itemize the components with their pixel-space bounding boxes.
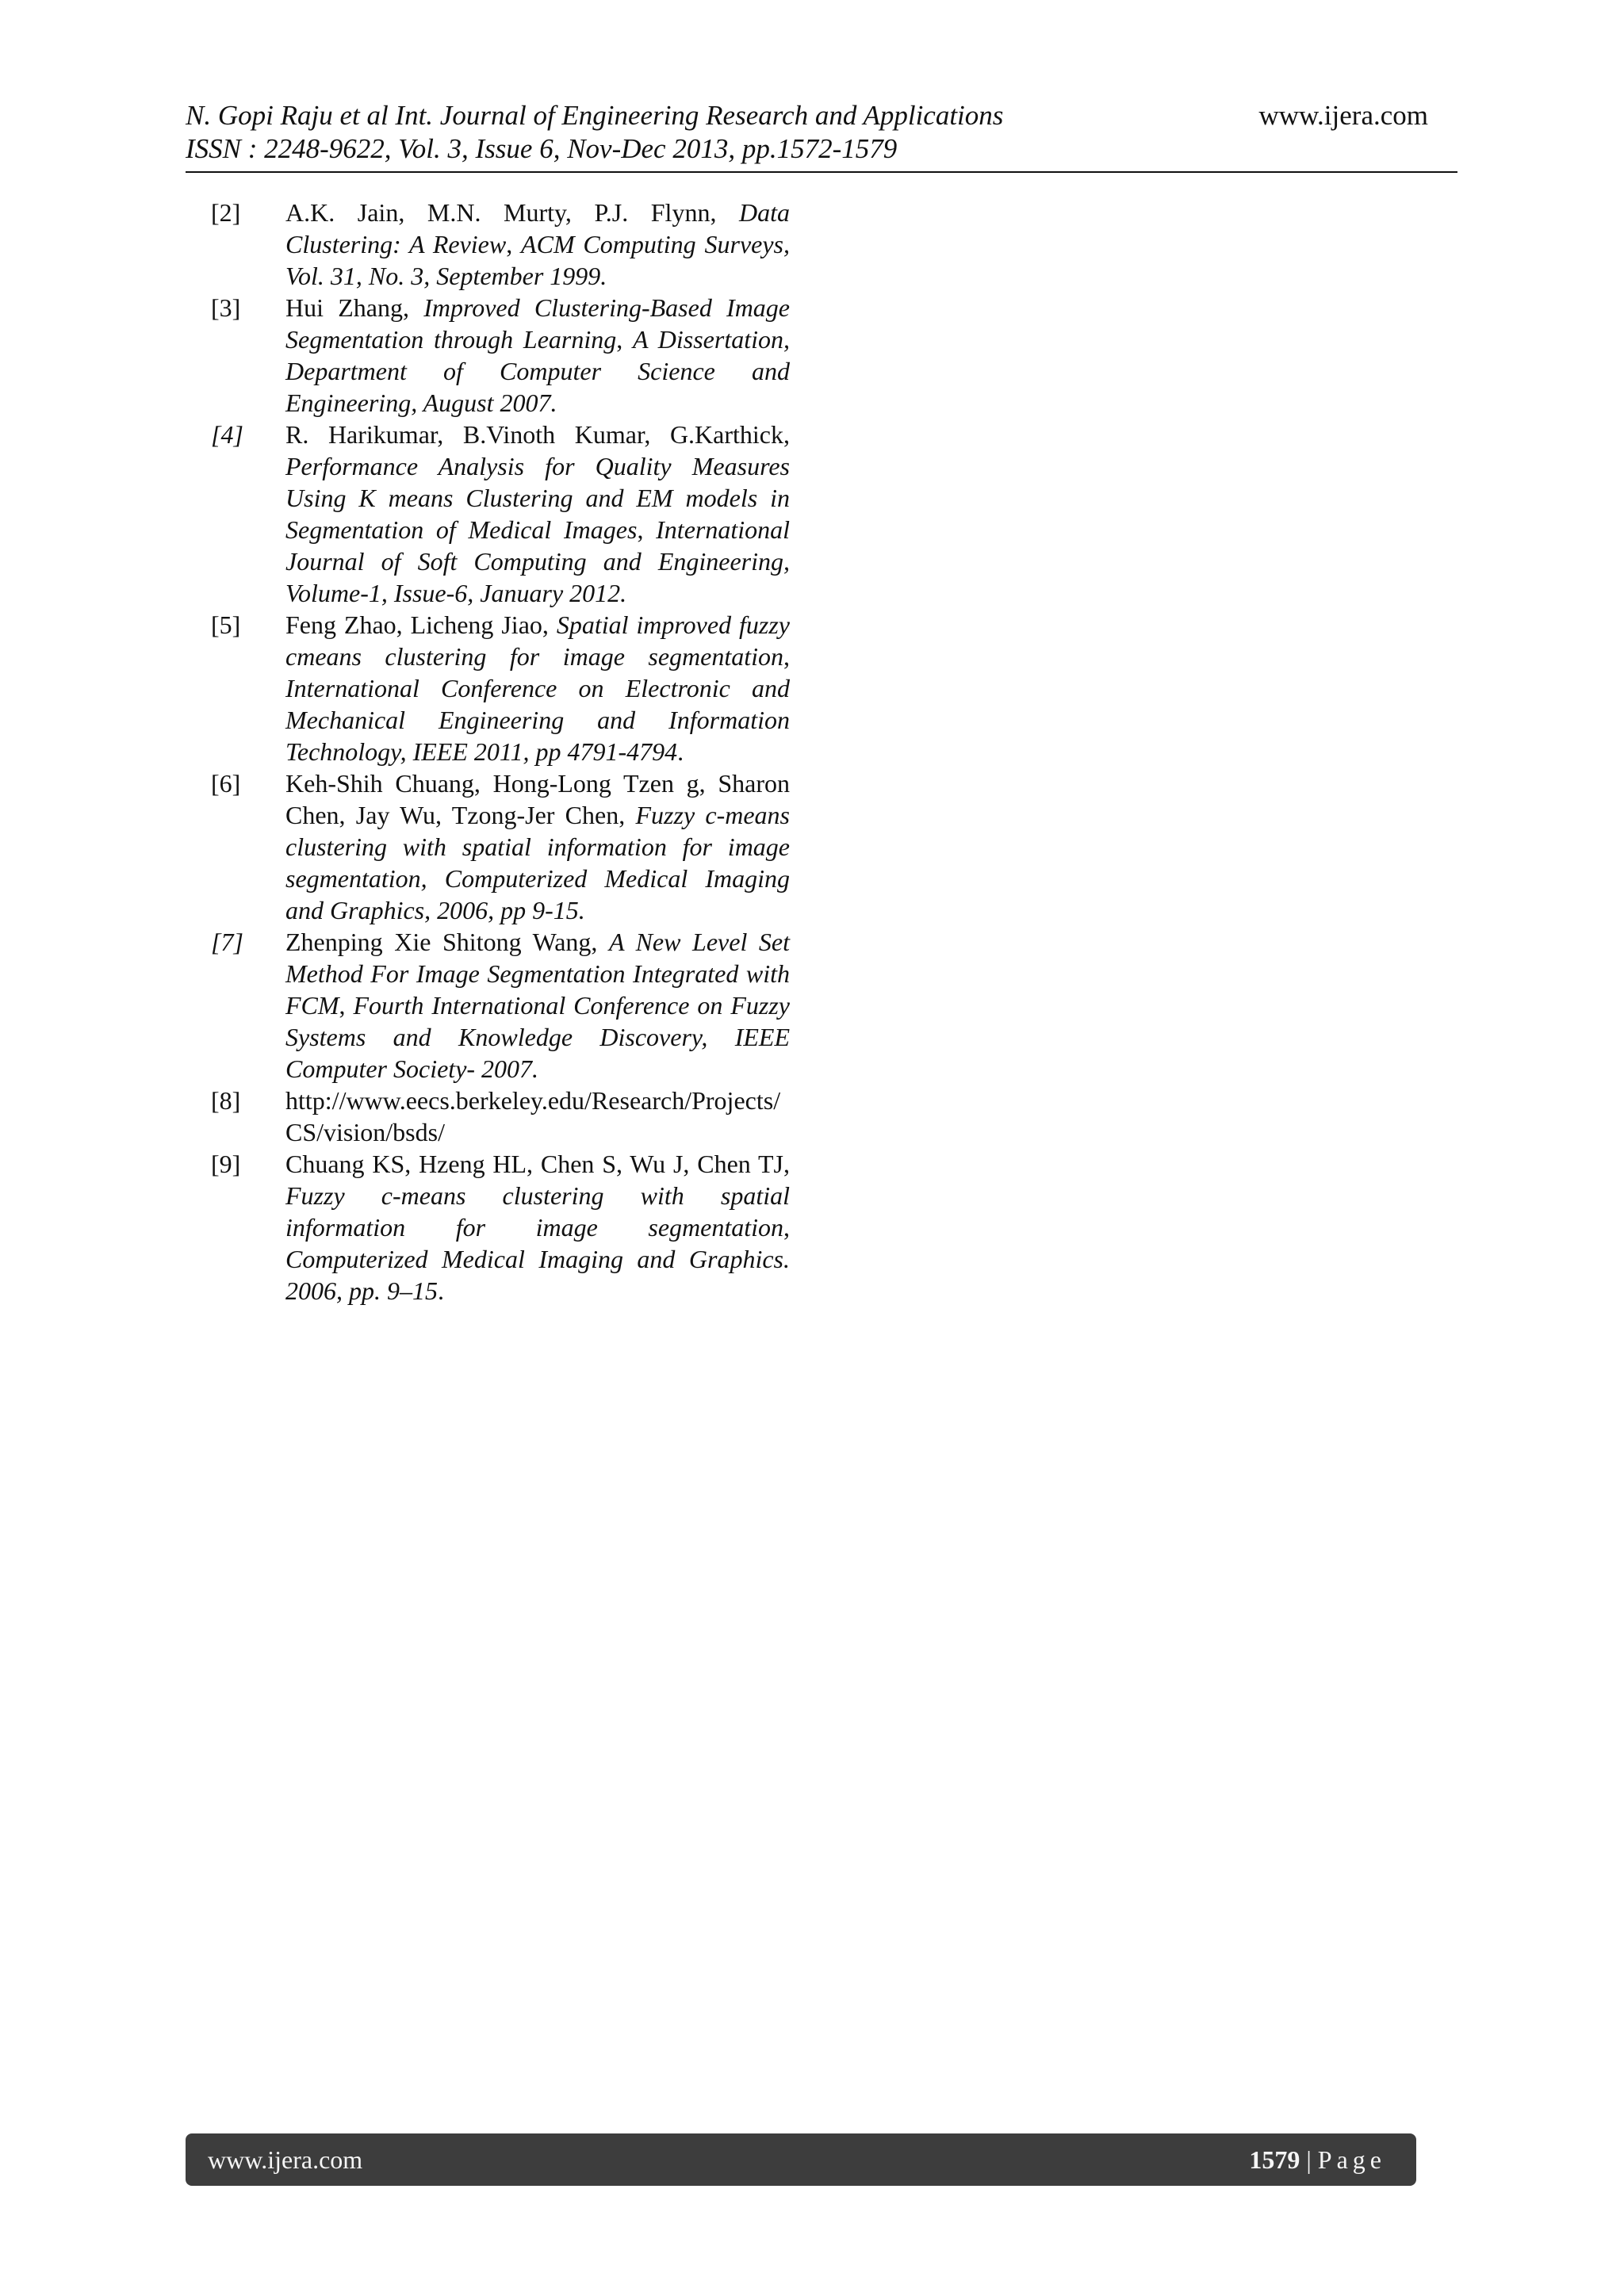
reference-segment: Fourth International Conference on Fuzzy Systems and Knowledge Discovery, IEEE Computer Society- 2007. <box>285 991 791 1083</box>
reference-segment: , <box>339 991 354 1020</box>
reference-text <box>285 293 790 417</box>
reference-segment: Fuzzy c-means clustering with spatial information for image segmentation, Computerized Medical Imaging and Graphics, 2006, pp 9-15. <box>285 801 791 924</box>
reference-segment: Keh-Shih Chuang, Hong-Long Tzen g, Sharon Chen, Jay Wu, Tzong-Jer Chen, <box>285 769 790 829</box>
reference-segment: . <box>438 1276 444 1305</box>
reference-segment: Chuang KS, Hzeng HL, Chen S, Wu J, Chen TJ, <box>285 1150 790 1178</box>
reference-text <box>285 610 790 766</box>
reference-segment: Data Clustering: A Review <box>285 198 790 258</box>
reference-segment: A New Level Set Method For Image Segmentation Integrated with FCM <box>285 928 791 1020</box>
reference-segment: Zhenping Xie Shitong Wang, <box>285 928 610 956</box>
reference-item <box>211 609 790 767</box>
page-label: Page <box>1317 2145 1386 2174</box>
reference-number: [4] <box>211 420 243 449</box>
issn-line: ISSN : 2248-9622, Vol. 3, Issue 6, Nov-Dec 2013, pp.1572-1579 <box>186 133 898 164</box>
reference-segment: , <box>506 230 522 258</box>
reference-segment: Spatial improved fuzzy cmeans clustering for image segmentation <box>285 610 791 671</box>
reference-text <box>285 1086 780 1146</box>
reference-number: [3] <box>211 293 241 322</box>
reference-segment: Computerized Medical Imaging and Graphics. 2006, pp. 9–15 <box>285 1245 790 1305</box>
reference-text <box>285 420 790 607</box>
reference-text <box>285 1150 790 1305</box>
reference-item <box>211 767 790 926</box>
reference-text <box>285 198 790 290</box>
reference-segment: R. Harikumar, B.Vinoth Kumar, G.Karthick, <box>285 420 790 449</box>
reference-segment: ACM Computing Surveys, Vol. 31, No. 3, September 1999. <box>285 230 790 290</box>
reference-number: [2] <box>211 198 241 227</box>
reference-segment: International Journal of Soft Computing and Engineering, Volume-1, Issue-6, January 2012. <box>285 515 791 607</box>
reference-url[interactable]: http://www.eecs.berkeley.edu/Research/Projects/CS/vision/bsds/ <box>285 1086 781 1146</box>
reference-item <box>211 1085 790 1148</box>
page-separator: | <box>1300 2145 1318 2174</box>
footer-page-indicator <box>1249 2145 1386 2175</box>
reference-segment: . <box>677 737 684 766</box>
page-footer <box>186 2133 1416 2186</box>
reference-item <box>211 1148 790 1307</box>
reference-segment: International Conference on Electronic and Mechanical Engineering and Information Technology, IEEE 2011, pp 4791-4794 <box>285 674 790 766</box>
reference-number: [8] <box>211 1086 241 1115</box>
reference-segment: , <box>616 325 634 354</box>
reference-segment: Fuzzy c-means clustering with spatial information for image segmentation <box>285 1181 790 1242</box>
reference-segment: Feng Zhao, Licheng Jiao, <box>285 610 557 639</box>
reference-segment: , <box>783 642 790 671</box>
reference-number: [6] <box>211 769 241 798</box>
reference-item <box>211 926 790 1085</box>
reference-segment: , <box>783 1213 790 1242</box>
footer-website: www.ijera.com <box>208 2145 363 2174</box>
reference-segment: Hui Zhang, <box>285 293 424 322</box>
reference-number: [9] <box>211 1150 241 1178</box>
reference-list <box>211 197 790 1307</box>
reference-segment: A Dissertation, Department of Computer Science and Engineering, August 2007. <box>285 325 791 417</box>
reference-item <box>211 419 790 609</box>
reference-number: [5] <box>211 610 241 639</box>
page-number: 1579 <box>1249 2145 1300 2174</box>
reference-segment: , <box>637 515 657 544</box>
reference-text <box>285 769 790 924</box>
reference-number: [7] <box>211 928 243 956</box>
header-website: www.ijera.com <box>1258 100 1428 131</box>
reference-segment: Performance Analysis for Quality Measures Using K means Clustering and EM models in Segmentation of Medical Images <box>285 452 790 544</box>
journal-citation: N. Gopi Raju et al Int. Journal of Engineering Research and Applications <box>186 100 1004 131</box>
running-header <box>186 98 1457 173</box>
reference-text <box>285 928 790 1083</box>
reference-item <box>211 292 790 419</box>
reference-item <box>211 197 790 292</box>
reference-segment: A.K. Jain, M.N. Murty, P.J. Flynn, <box>285 198 739 227</box>
reference-segment: Improved Clustering-Based Image Segmentation through Learning <box>285 293 791 354</box>
